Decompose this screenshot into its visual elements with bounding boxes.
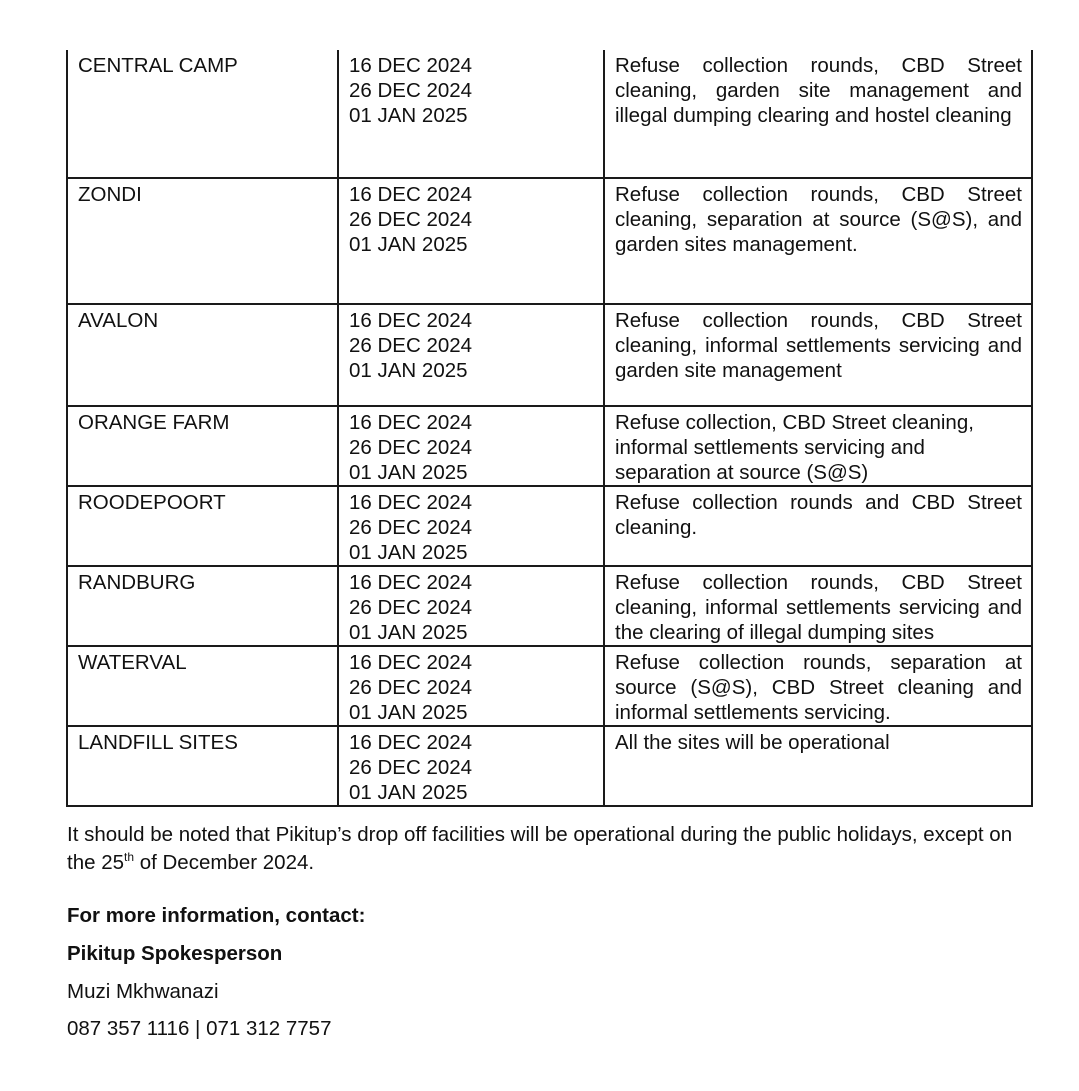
service-date: 26 DEC 2024 [349,676,473,699]
service-date: 01 JAN 2025 [349,104,468,127]
note-superscript: th [124,850,135,864]
site-name-cell: ROODEPOORT [67,486,338,566]
service-date: 01 JAN 2025 [349,359,468,382]
site-name-cell: AVALON [67,304,338,406]
service-date: 26 DEC 2024 [349,436,473,459]
table-row [67,566,1032,646]
service-date: 01 JAN 2025 [349,461,468,484]
table-row [67,304,1032,406]
table-row [67,406,1032,486]
service-date: 26 DEC 2024 [349,334,473,357]
service-date: 26 DEC 2024 [349,756,473,779]
service-date: 26 DEC 2024 [349,79,473,102]
services-cell: Refuse collection rounds, separation at source (S@S), CBD Street cleaning and informal settlements servicing. [604,646,1032,726]
service-date: 16 DEC 2024 [349,309,473,332]
dates-cell [338,178,604,304]
holiday-schedule-table [66,50,1033,807]
spokesperson-phone: 087 357 1116 | 071 312 7757 [67,1017,332,1040]
table-row [67,486,1032,566]
dates-cell [338,406,604,486]
services-cell: Refuse collection rounds, CBD Street cleaning, informal settlements servicing and garden site management [604,304,1032,406]
dates-cell [338,726,604,806]
site-name-cell: ZONDI [67,178,338,304]
services-cell: Refuse collection rounds, CBD Street cleaning, separation at source (S@S), and garden sites management. [604,178,1032,304]
services-cell: Refuse collection rounds and CBD Street cleaning. [604,486,1032,566]
service-date: 16 DEC 2024 [349,731,473,754]
note-text: It should be noted that Pikitup’s drop off facilities will be operational during the public holidays, except on the 25 [67,823,1013,874]
site-name-cell: LANDFILL SITES [67,726,338,806]
table-row [67,726,1032,806]
service-date: 26 DEC 2024 [349,208,473,231]
service-date: 01 JAN 2025 [349,781,468,804]
service-date: 16 DEC 2024 [349,491,473,514]
table-row [67,178,1032,304]
services-cell: Refuse collection rounds, CBD Street cleaning, informal settlements servicing and the clearing of illegal dumping sites [604,566,1032,646]
service-date: 01 JAN 2025 [349,701,468,724]
services-cell: All the sites will be operational [604,726,1032,806]
service-date: 01 JAN 2025 [349,233,468,256]
service-date: 16 DEC 2024 [349,183,473,206]
services-cell: Refuse collection rounds, CBD Street cleaning, garden site management and illegal dumping clearing and hostel cleaning [604,50,1032,178]
dates-cell [338,304,604,406]
service-date: 26 DEC 2024 [349,596,473,619]
spokesperson-title: Pikitup Spokesperson [67,942,283,965]
services-cell: Refuse collection, CBD Street cleaning, informal settlements servicing and separation at source (S@S) [604,406,1032,486]
service-date: 16 DEC 2024 [349,54,473,77]
dates-cell [338,646,604,726]
service-date: 16 DEC 2024 [349,411,473,434]
service-date: 01 JAN 2025 [349,621,468,644]
service-date: 26 DEC 2024 [349,516,473,539]
drop-off-note [67,821,1027,877]
contact-heading: For more information, contact: [67,904,366,927]
spokesperson-name: Muzi Mkhwanazi [67,980,219,1003]
service-date: 01 JAN 2025 [349,541,468,564]
site-name-cell: CENTRAL CAMP [67,50,338,178]
site-name-cell: ORANGE FARM [67,406,338,486]
site-name-cell: WATERVAL [67,646,338,726]
dates-cell [338,566,604,646]
service-date: 16 DEC 2024 [349,651,473,674]
dates-cell [338,50,604,178]
service-date: 16 DEC 2024 [349,571,473,594]
table-row [67,50,1032,178]
schedule-body [67,50,1032,806]
table-row [67,646,1032,726]
site-name-cell: RANDBURG [67,566,338,646]
note-text-end: of December 2024. [134,851,315,874]
dates-cell [338,486,604,566]
